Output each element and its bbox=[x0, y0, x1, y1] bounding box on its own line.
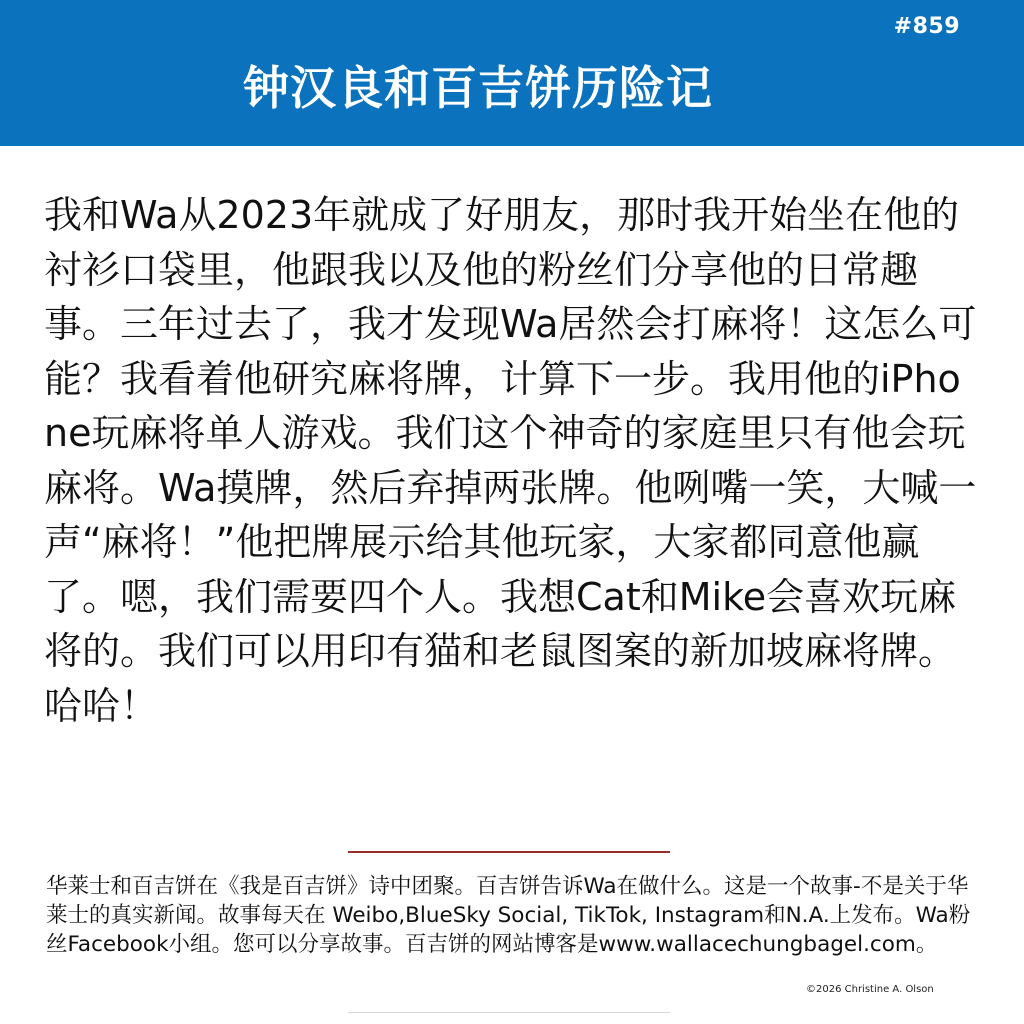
footer-note: 华莱士和百吉饼在《我是百吉饼》诗中团聚。百吉饼告诉Wa在做什么。这是一个故事-不是关于华莱士的真实新闻。故事每天在 Weibo,BlueSky Social, TikTok, Instagram和N.A.上发布。Wa粉丝Facebook小组。您可以分享故事。百吉饼的网站博客是www.wallacechungbagel.com。 bbox=[46, 874, 971, 957]
section-divider bbox=[348, 851, 670, 853]
header-banner bbox=[0, 0, 1024, 146]
story-text: 我和Wa从2023年就成了好朋友，那时我开始坐在他的衬衫口袋里，他跟我以及他的粉丝们分享他的日常趣事。三年过去了，我才发现Wa居然会打麻将！这怎么可能？我看着他研究麻将牌，计算下一步。我用他的iPhone玩麻将单人游戏。我们这个神奇的家庭里只有他会玩麻将。Wa摸牌，然后弃掉两张牌。他咧嘴一笑，大喊一声“麻将！”他把牌展示给其他玩家，大家都同意他赢了。嗯，我们需要四个人。我想Cat和Mike会喜欢玩麻将的。我们可以用印有猫和老鼠图案的新加坡麻将牌。哈哈！ bbox=[44, 193, 977, 728]
page-title: 钟汉良和百吉饼历险记 bbox=[243, 61, 713, 115]
episode-number: #859 bbox=[893, 14, 960, 39]
copyright-notice: ©2026 Christine A. Olson bbox=[806, 984, 934, 995]
bottom-divider bbox=[348, 1012, 670, 1013]
